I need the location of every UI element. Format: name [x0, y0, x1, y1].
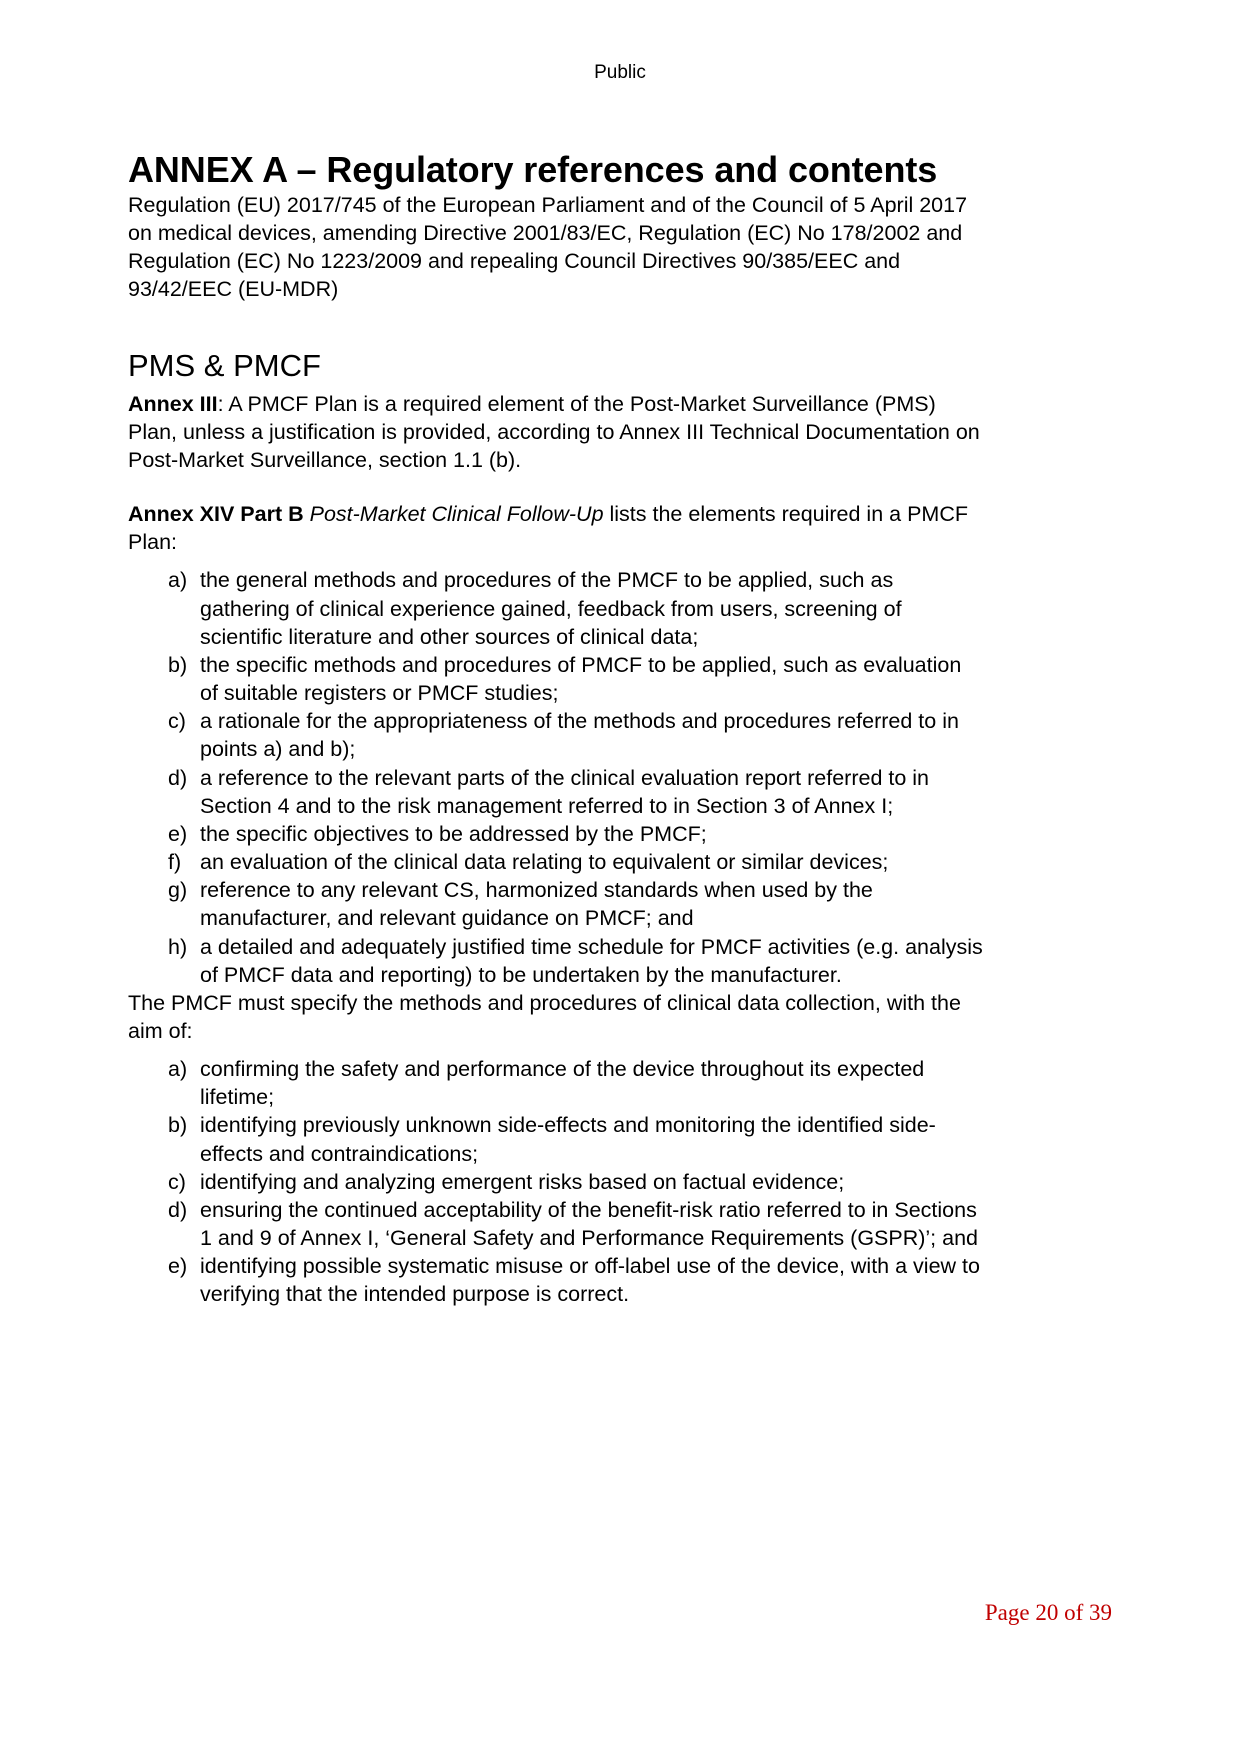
required-element-item-text: the specific methods and procedures of PMCF to be applied, such as evaluation of suitable registers or PMCF studies; — [200, 652, 962, 706]
aim-item — [128, 1111, 983, 1167]
regulation-reference-paragraph: Regulation (EU) 2017/745 of the European Parliament and of the Council of 5 April 2017 on medical devices, amending Directive 2001/83/EC, Regulation (EC) No 178/2002 and Regulation (EC) No 1223/2009 and repealing Council Directives 90/385/EEC and 93/42/EEC (EU-MDR) — [128, 193, 968, 302]
required-element-item — [128, 876, 983, 932]
aim-item-marker: d) — [168, 1197, 188, 1222]
aim-item-text: identifying possible systematic misuse or off-label use of the device, with a view to verifying that the intended purpose is correct. — [200, 1254, 980, 1307]
aim-item-marker: e) — [168, 1254, 188, 1279]
page-title: ANNEX A – Regulatory references and contents — [128, 149, 938, 190]
annex-xiv-text: lists the elements required in a PMCF Plan: — [128, 502, 968, 555]
document-content — [128, 150, 983, 1309]
aim-item-marker: b) — [168, 1113, 188, 1138]
page-header-classification: Public — [594, 62, 646, 83]
aim-item-text: ensuring the continued acceptability of the benefit-risk ratio referred to in Sections 1 and 9 of Annex I, ‘General Safety and Performance Requirements (GSPR)’; and — [200, 1197, 978, 1251]
annex-xiv-paragraph — [128, 500, 983, 556]
aim-item — [128, 1252, 983, 1308]
required-element-item — [128, 933, 983, 989]
required-element-item-text: a reference to the relevant parts of the clinical evaluation report referred to in Section 4 and to the risk management referred to in Section 3 of Annex I; — [200, 765, 930, 818]
required-element-item — [128, 566, 983, 650]
required-element-item-marker: b) — [168, 652, 188, 677]
aim-item — [128, 1055, 983, 1111]
required-element-item-marker: a) — [168, 568, 188, 593]
required-element-item-marker: e) — [168, 821, 188, 846]
annex-xiv-italic-title: Post-Market Clinical Follow-Up — [309, 502, 604, 527]
aims-intro-paragraph: The PMCF must specify the methods and procedures of clinical data collection, with the aim of: — [128, 990, 961, 1043]
annex-iii-label: Annex III — [128, 391, 218, 416]
required-element-item-text: the general methods and procedures of the PMCF to be applied, such as gathering of clinical experience gained, feedback from users, screening of scientific literature and other sources of clinical data; — [200, 568, 902, 649]
required-element-item-text: a detailed and adequately justified time schedule for PMCF activities (e.g. analysis of PMCF data and reporting) to be undertaken by the manufacturer. — [200, 934, 983, 987]
page-number-footer: Page 20 of 39 — [984, 1600, 1112, 1625]
aim-item-marker: c) — [168, 1169, 186, 1194]
required-element-item-marker: d) — [168, 765, 188, 790]
aim-item-text: identifying and analyzing emergent risks based on factual evidence; — [200, 1169, 845, 1194]
aim-item-marker: a) — [168, 1057, 188, 1082]
aims-list — [128, 1055, 983, 1308]
required-element-item-text: the specific objectives to be addressed by the PMCF; — [200, 821, 707, 846]
annex-iii-text: : A PMCF Plan is a required element of the Post-Market Surveillance (PMS) Plan, unless a justification is provided, according to Annex III Technical Documentation on Post-Market Surveillance, section 1.1 (b). — [128, 391, 980, 473]
required-element-item — [128, 651, 983, 707]
required-element-item-marker: h) — [168, 934, 188, 959]
required-element-item — [128, 820, 983, 848]
aim-item — [128, 1168, 983, 1196]
required-element-item-text: a rationale for the appropriateness of the methods and procedures referred to in points a) and b); — [200, 709, 959, 762]
required-elements-list — [128, 566, 983, 988]
required-element-item — [128, 707, 983, 763]
required-element-item-marker: c) — [168, 709, 186, 734]
required-element-item — [128, 848, 983, 876]
required-element-item — [128, 764, 983, 820]
aim-item — [128, 1196, 983, 1252]
annex-xiv-label: Annex XIV Part B — [128, 502, 304, 527]
required-element-item-marker: f) — [168, 850, 182, 875]
required-element-item-text: reference to any relevant CS, harmonized standards when used by the manufacturer, and relevant guidance on PMCF; and — [200, 878, 873, 931]
aim-item-text: identifying previously unknown side-effects and monitoring the identified side-effects and contraindications; — [200, 1113, 936, 1166]
annex-iii-paragraph — [128, 390, 983, 474]
required-element-item-text: an evaluation of the clinical data relating to equivalent or similar devices; — [200, 850, 889, 875]
required-element-item-marker: g) — [168, 878, 188, 903]
section-heading-pms-pmcf: PMS & PMCF — [128, 348, 321, 384]
aim-item-text: confirming the safety and performance of the device throughout its expected lifetime; — [200, 1057, 925, 1110]
